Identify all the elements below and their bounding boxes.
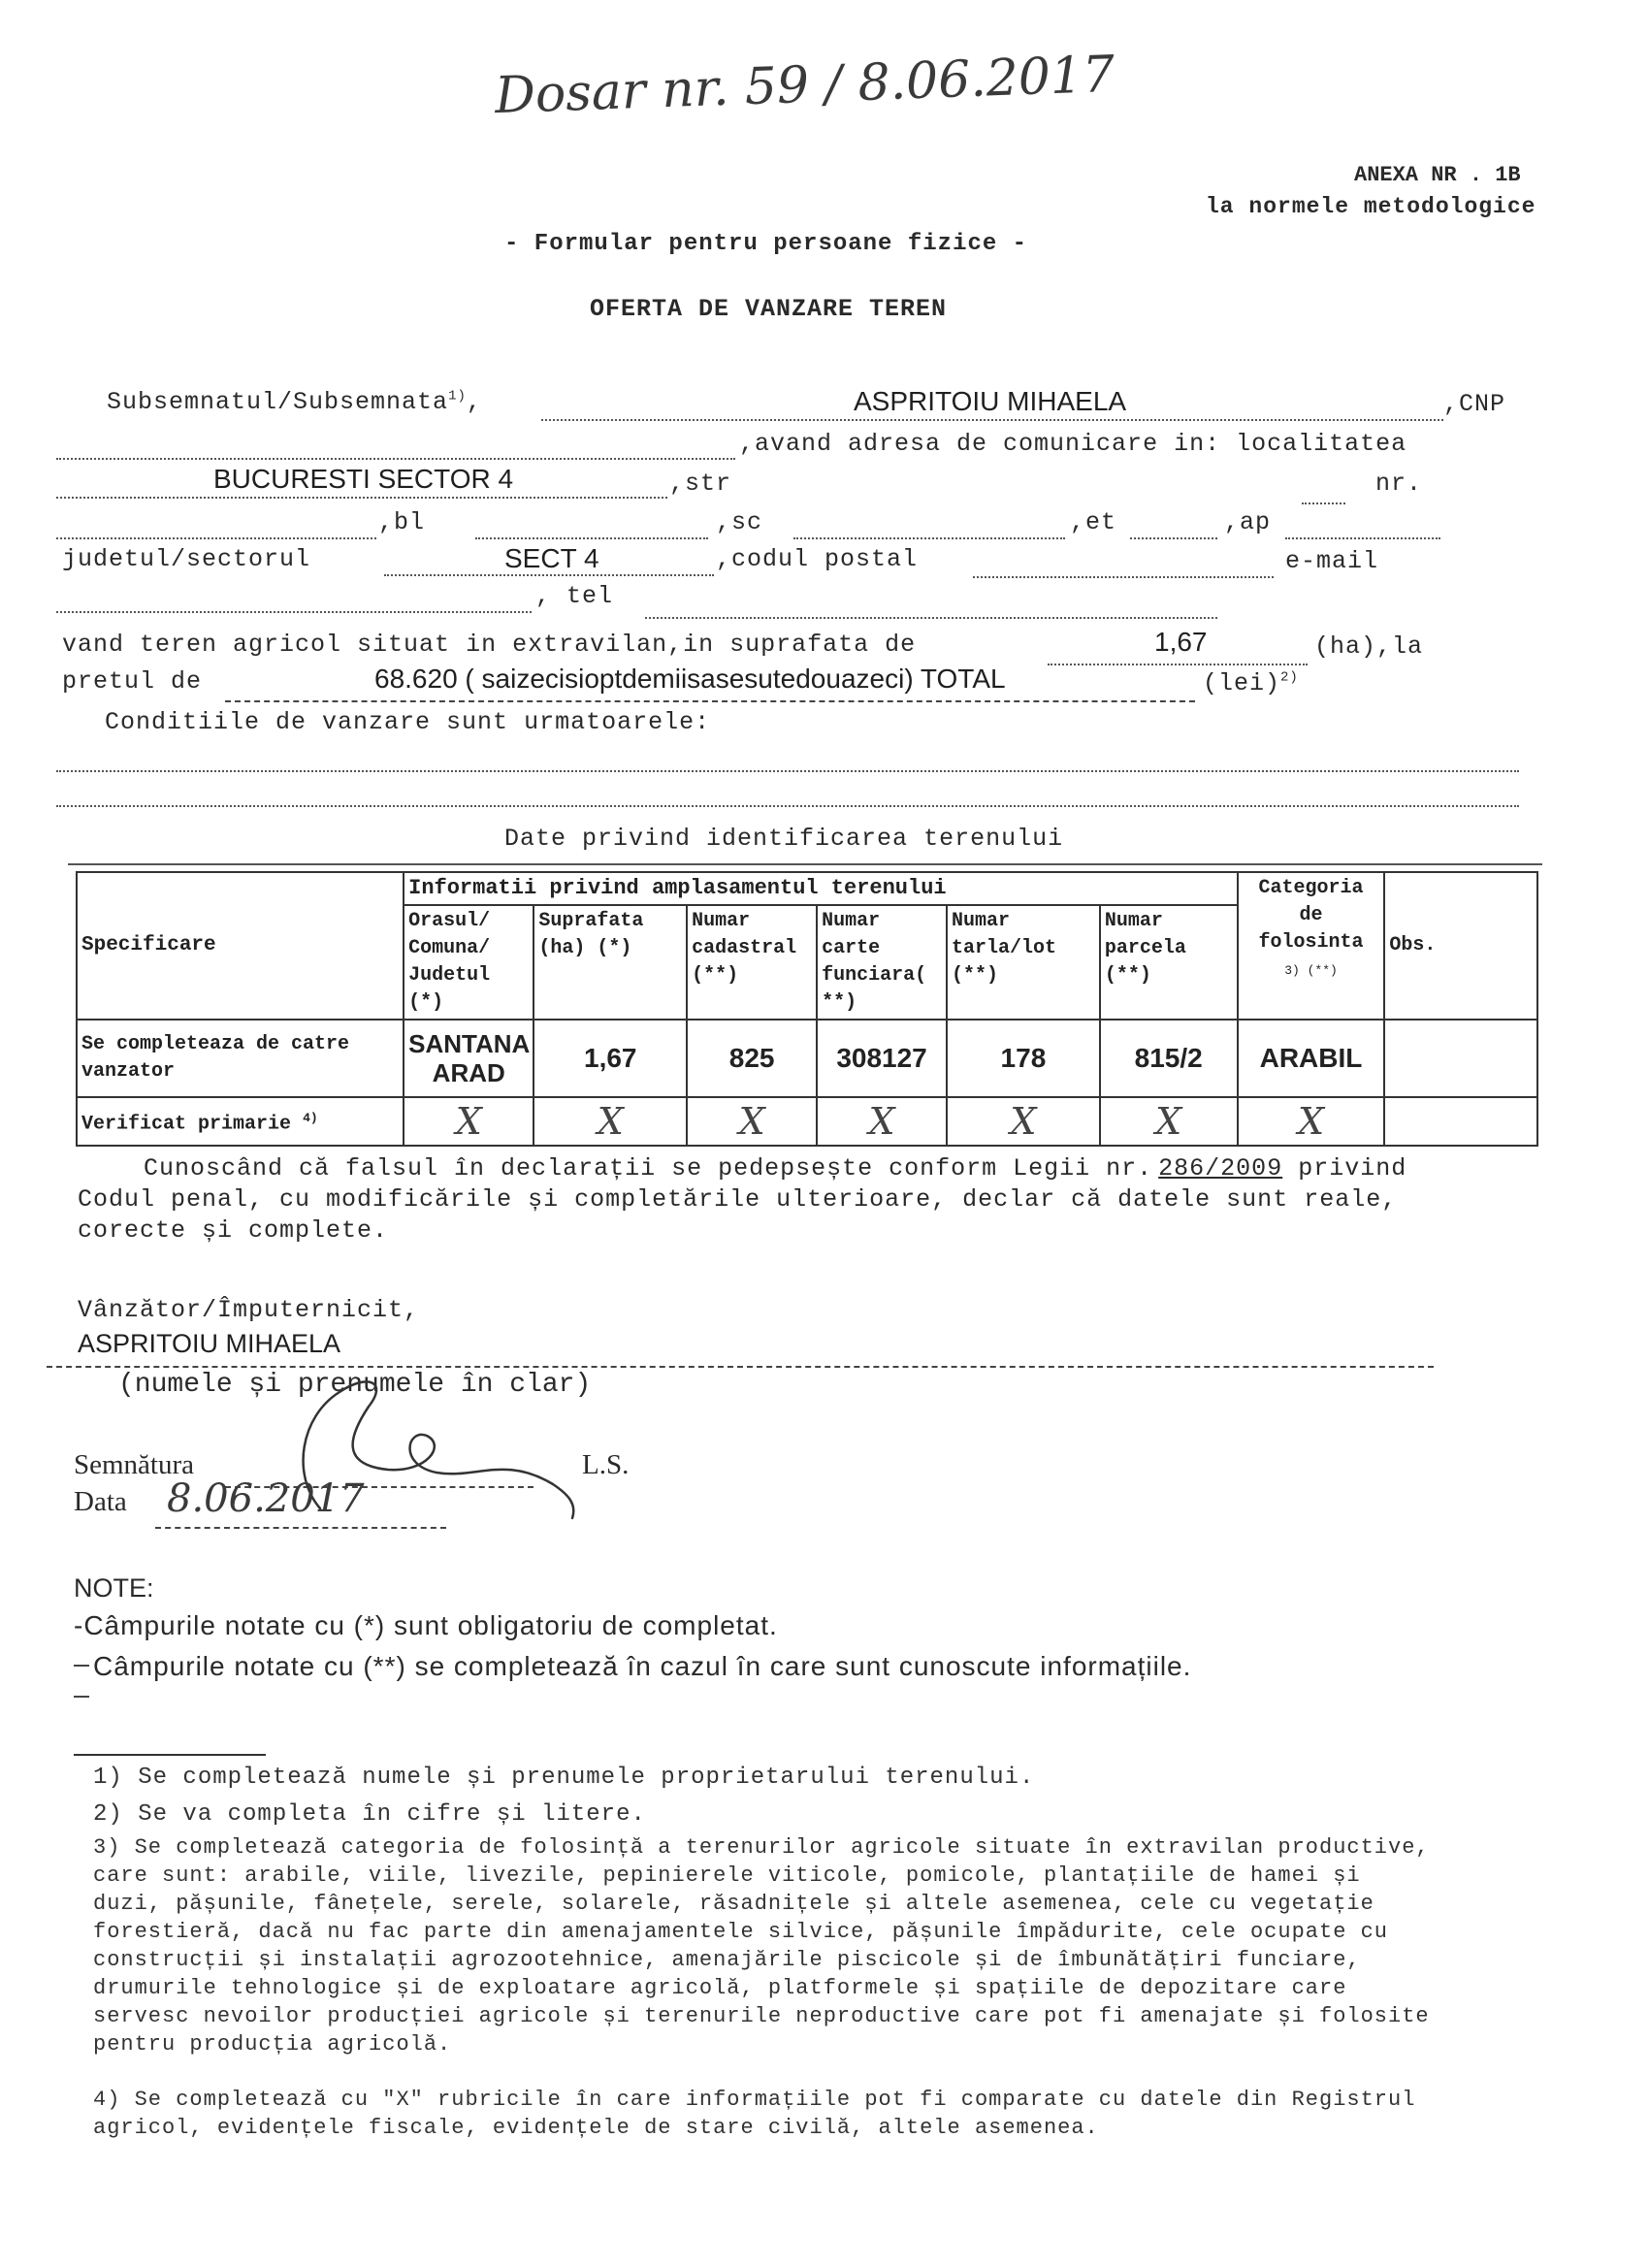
footnote-3: 3) Se completează categoria de folosință a terenurilor agricole situate în extravilan productive, care sunt: arabile, viile, livezile, pepinierele viticole, pomicole, plantațiile de hamei și duzi, pășunile, fânețele, serele, solarele, răsadnițele și altele asemenea, cele cu vegetație forestieră, dacă nu fac parte din amenajamentele silvice, pășunile împădurite, cele ocupate cu construcții și instalații agrozootehnice, amenajările piscicole și de îmbunătățiri funciare, drumurile tehnologice și de exploatare agricolă, platformele și spațiile de depozitare care servesc nevoilor producției agricole și terenurile neproductive care pot fi amenajate și folosite pentru producția agricolă. xyxy=(93,1835,1430,2057)
label-codul-postal: ,codul postal xyxy=(716,545,919,573)
label-data: Data xyxy=(74,1486,127,1517)
cell-parcela[interactable]: 815/2 xyxy=(1100,1020,1238,1097)
label-vand-teren: vand teren agricol situat in extravilan,in suprafata de xyxy=(62,631,917,659)
declaration-line-3: corecte și complete. xyxy=(78,1216,389,1245)
label-vanzator: Vânzător/Împuternicit, xyxy=(78,1296,420,1324)
label-nr: nr. xyxy=(1375,470,1423,498)
cell-carte-funciara[interactable]: 308127 xyxy=(817,1020,947,1097)
note-1: -Câmpurile notate cu (*) sunt obligatoriu de completat. xyxy=(74,1610,778,1640)
form-subtitle: - Formular pentru persoane fizice - xyxy=(504,231,1028,257)
label-et: ,et xyxy=(1070,508,1117,536)
label-sc: ,sc xyxy=(716,508,763,536)
table-row xyxy=(77,1097,1537,1146)
cell-cadastral[interactable]: 825 xyxy=(687,1020,817,1097)
annex-subtitle: la normele metodologice xyxy=(1206,194,1536,219)
note-2: Câmpurile notate cu (**) se completează în cazul în care sunt cunoscute informațiile. xyxy=(93,1651,1192,1681)
header-suprafata: Suprafata (ha) (*) xyxy=(534,905,687,1020)
row-label-vanzator: Se completeaza de catre vanzator xyxy=(77,1020,404,1097)
label-str: ,str xyxy=(669,470,732,498)
vanzator-name[interactable]: ASPRITOIU MIHAELA xyxy=(78,1329,341,1358)
footnote-separator xyxy=(74,1754,266,1756)
header-orasul: Orasul/ Comuna/ Judetul (*) xyxy=(404,905,534,1020)
header-obs: Obs. xyxy=(1384,872,1537,1020)
header-amplasament: Informatii privind amplasamentul terenului xyxy=(404,872,1237,905)
header-categoria: Categoria de folosinta 3) (**) xyxy=(1238,872,1385,1020)
header-cadastral: Numar cadastral (**) xyxy=(687,905,817,1020)
footnote-1: 1) Se completează numele și prenumele proprietarului terenului. xyxy=(93,1765,1035,1791)
label-cnp: ,CNP xyxy=(1443,390,1506,418)
notes-title: NOTE: xyxy=(74,1573,154,1603)
label-tel: , tel xyxy=(535,582,614,610)
header-specificare: Specificare xyxy=(77,872,404,1020)
pret-value[interactable]: 68.620 ( saizecisioptdemiisasesutedouazeci) TOTAL xyxy=(374,664,1006,694)
row-label-verificat: Verificat primarie $^{4)}$ xyxy=(77,1097,404,1146)
label-bl: ,bl xyxy=(378,508,426,536)
check-mark-categoria[interactable]: X xyxy=(1238,1097,1385,1146)
handwritten-file-number: Dosar nr. 59 / 8.06.2017 xyxy=(494,45,1116,126)
cell-orasul[interactable]: SANTANA ARAD xyxy=(404,1020,534,1097)
declaration-line-2: Codul penal, cu modificările și completările ulterioare, declar că datele sunt reale, xyxy=(78,1185,1398,1214)
footnote-4: 4) Se completează cu "X" rubricile în care informațiile pot fi comparate cu datele din Registrul agricol, evidențele fiscale, evidențele de stare civilă, altele asemenea. xyxy=(93,2088,1416,2140)
check-mark-suprafata[interactable]: X xyxy=(534,1097,687,1146)
label-ha-la: (ha),la xyxy=(1314,632,1424,661)
suprafata-value[interactable]: 1,67 xyxy=(1154,627,1208,657)
label-adresa: ,avand adresa de comunicare in: localitatea xyxy=(739,430,1407,458)
localitatea-value[interactable]: BUCURESTI SECTOR 4 xyxy=(213,464,514,494)
header-carte-funciara: Numar carte funciara( **) xyxy=(817,905,947,1020)
label-subsemnatul: Subsemnatul/Subsemnata$^{1)}$, xyxy=(107,388,482,416)
cell-obs[interactable] xyxy=(1384,1020,1537,1097)
check-mark-carte[interactable]: X xyxy=(817,1097,947,1146)
cell-tarla-lot[interactable]: 178 xyxy=(947,1020,1100,1097)
label-lei: (lei)$^{2)}$ xyxy=(1203,669,1299,697)
check-mark-orasul[interactable]: X xyxy=(404,1097,534,1146)
label-ls: L.S. xyxy=(582,1449,630,1480)
label-ap: ,ap xyxy=(1224,508,1272,536)
label-date-identificare: Date privind identificarea terenului xyxy=(504,825,1064,853)
cell-suprafata[interactable]: 1,67 xyxy=(534,1020,687,1097)
check-mark-parcela[interactable]: X xyxy=(1100,1097,1238,1146)
label-semnatura: Semnătura xyxy=(74,1449,195,1480)
label-nume-clar: (numele și prenumele în clar) xyxy=(118,1370,592,1400)
cell-obs-verificat[interactable] xyxy=(1384,1097,1537,1146)
handwritten-date[interactable]: 8.06.2017 xyxy=(167,1476,365,1521)
label-judetul: judetul/sectorul xyxy=(62,545,311,573)
judetul-value[interactable]: SECT 4 xyxy=(504,543,599,573)
annex-number: ANEXA NR . 1B xyxy=(1354,163,1521,187)
form-title: OFERTA DE VANZARE TEREN xyxy=(590,295,948,323)
label-email: e-mail xyxy=(1285,547,1379,575)
label-pretul: pretul de xyxy=(62,667,203,696)
cell-categoria[interactable]: ARABIL xyxy=(1238,1020,1385,1097)
check-mark-cadastral[interactable]: X xyxy=(687,1097,817,1146)
header-tarla-lot: Numar tarla/lot (**) xyxy=(947,905,1100,1020)
declaration-line-1: Cunoscând că falsul în declarații se pedepsește conform Legii nr. 286/2009 privind xyxy=(144,1154,1407,1183)
check-mark-tarla[interactable]: X xyxy=(947,1097,1100,1146)
header-parcela: Numar parcela (**) xyxy=(1100,905,1238,1020)
land-identification-table xyxy=(76,871,1538,1147)
footnote-2: 2) Se va completa în cifre și litere. xyxy=(93,1801,646,1828)
owner-name-value[interactable]: ASPRITOIU MIHAELA xyxy=(854,386,1127,416)
label-conditii: Conditiile de vanzare sunt urmatoarele: xyxy=(105,708,711,736)
table-row xyxy=(77,1020,1537,1097)
